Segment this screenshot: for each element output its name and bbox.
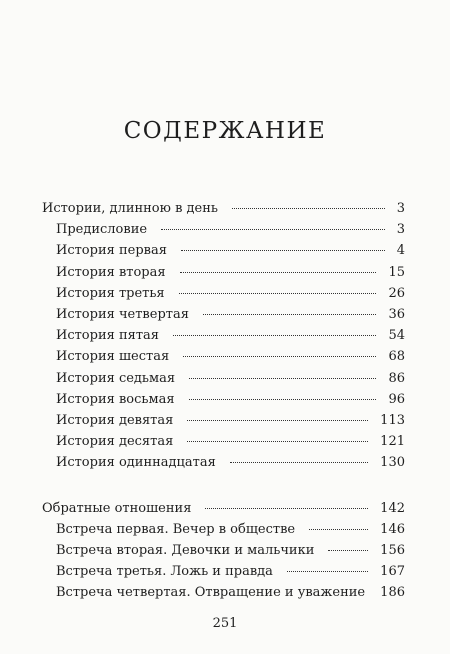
toc-entry-label: История девятая [56,413,174,428]
toc-entry [0,453,450,473]
toc-entry [0,305,450,325]
dot-leader [183,356,376,357]
toc-entry-label: История одиннадцатая [56,455,216,471]
toc-entry [0,347,450,367]
page-title: СОДЕРЖАНИЕ [123,118,327,144]
toc-entry-page: 36 [388,307,405,322]
toc-entry-label: Предисловие [56,222,148,238]
toc-entry-page: 121 [380,434,405,450]
toc-entry-page: 15 [388,264,405,280]
dot-leader [287,571,368,572]
toc-entry-label: История первая [56,243,167,259]
toc-entry-label: Встреча вторая. Девочки и мальчики [56,543,315,558]
toc-entry [0,241,450,261]
page-number: 251 [212,616,238,631]
dot-leader [161,229,385,230]
toc-entry [0,520,450,540]
dot-leader [189,378,376,379]
toc-entry [0,390,450,410]
dot-leader [187,420,368,421]
toc-entry [0,432,450,452]
toc-entry [0,583,450,603]
toc-section-heading [0,499,450,519]
dot-leader [173,335,376,336]
dot-leader [180,272,376,273]
toc-section-heading [0,199,450,219]
toc-entry [0,369,450,389]
toc-entry-label: История восьмая [56,391,175,407]
toc-entry-page: 96 [388,391,405,407]
toc-entry-label: История третья [56,285,165,301]
toc-entry [0,562,450,582]
toc-entry-label: История седьмая [56,370,176,386]
toc-entry-label: История пятая [56,328,159,344]
toc-entry [0,263,450,283]
dot-leader [232,208,385,209]
dot-leader [205,508,368,509]
toc-entry-label: Встреча первая. Вечер в обществе [56,521,296,537]
dot-leader [309,529,368,530]
toc-entry-page: 156 [380,543,405,558]
toc-entry-page: 26 [388,285,405,301]
toc-entry [0,541,450,561]
toc-entry-page: 86 [388,370,405,386]
dot-leader [328,550,368,551]
toc-entry-page: 3 [396,222,405,238]
dot-leader [189,399,376,400]
toc-entry-page: 130 [380,455,405,471]
dot-leader [179,293,376,294]
toc-entry-label: История четвертая [56,307,189,322]
toc-entry-label: Встреча четвертая. Отвращение и уважение [56,585,366,601]
toc-entry-label: Встреча третья. Ложь и правда [56,564,273,580]
toc-entry-page: 3 [396,201,405,216]
toc-entry [0,326,450,346]
toc-entry-page: 146 [380,521,405,537]
toc-entry-label: Истории, длинною в день [42,201,218,216]
toc-entry-page: 186 [380,585,405,601]
dot-leader [203,314,376,315]
toc-entry-label: История десятая [56,434,174,450]
toc-entry-label: Обратные отношения [42,500,192,516]
toc-entry-page: 142 [380,500,405,516]
toc-entry-page: 113 [380,413,405,428]
toc-entry-page: 4 [396,243,405,259]
dot-leader [181,250,385,251]
toc-entry [0,411,450,431]
toc-entry [0,220,450,240]
toc-entry-label: История шестая [56,349,170,365]
dot-leader [230,462,368,463]
toc-entry-page: 54 [388,328,405,344]
dot-leader [187,441,368,442]
toc-entry-page: 68 [388,349,405,365]
toc-entry-label: История вторая [56,264,166,280]
toc-entry [0,284,450,304]
toc-entry-page: 167 [380,564,405,580]
